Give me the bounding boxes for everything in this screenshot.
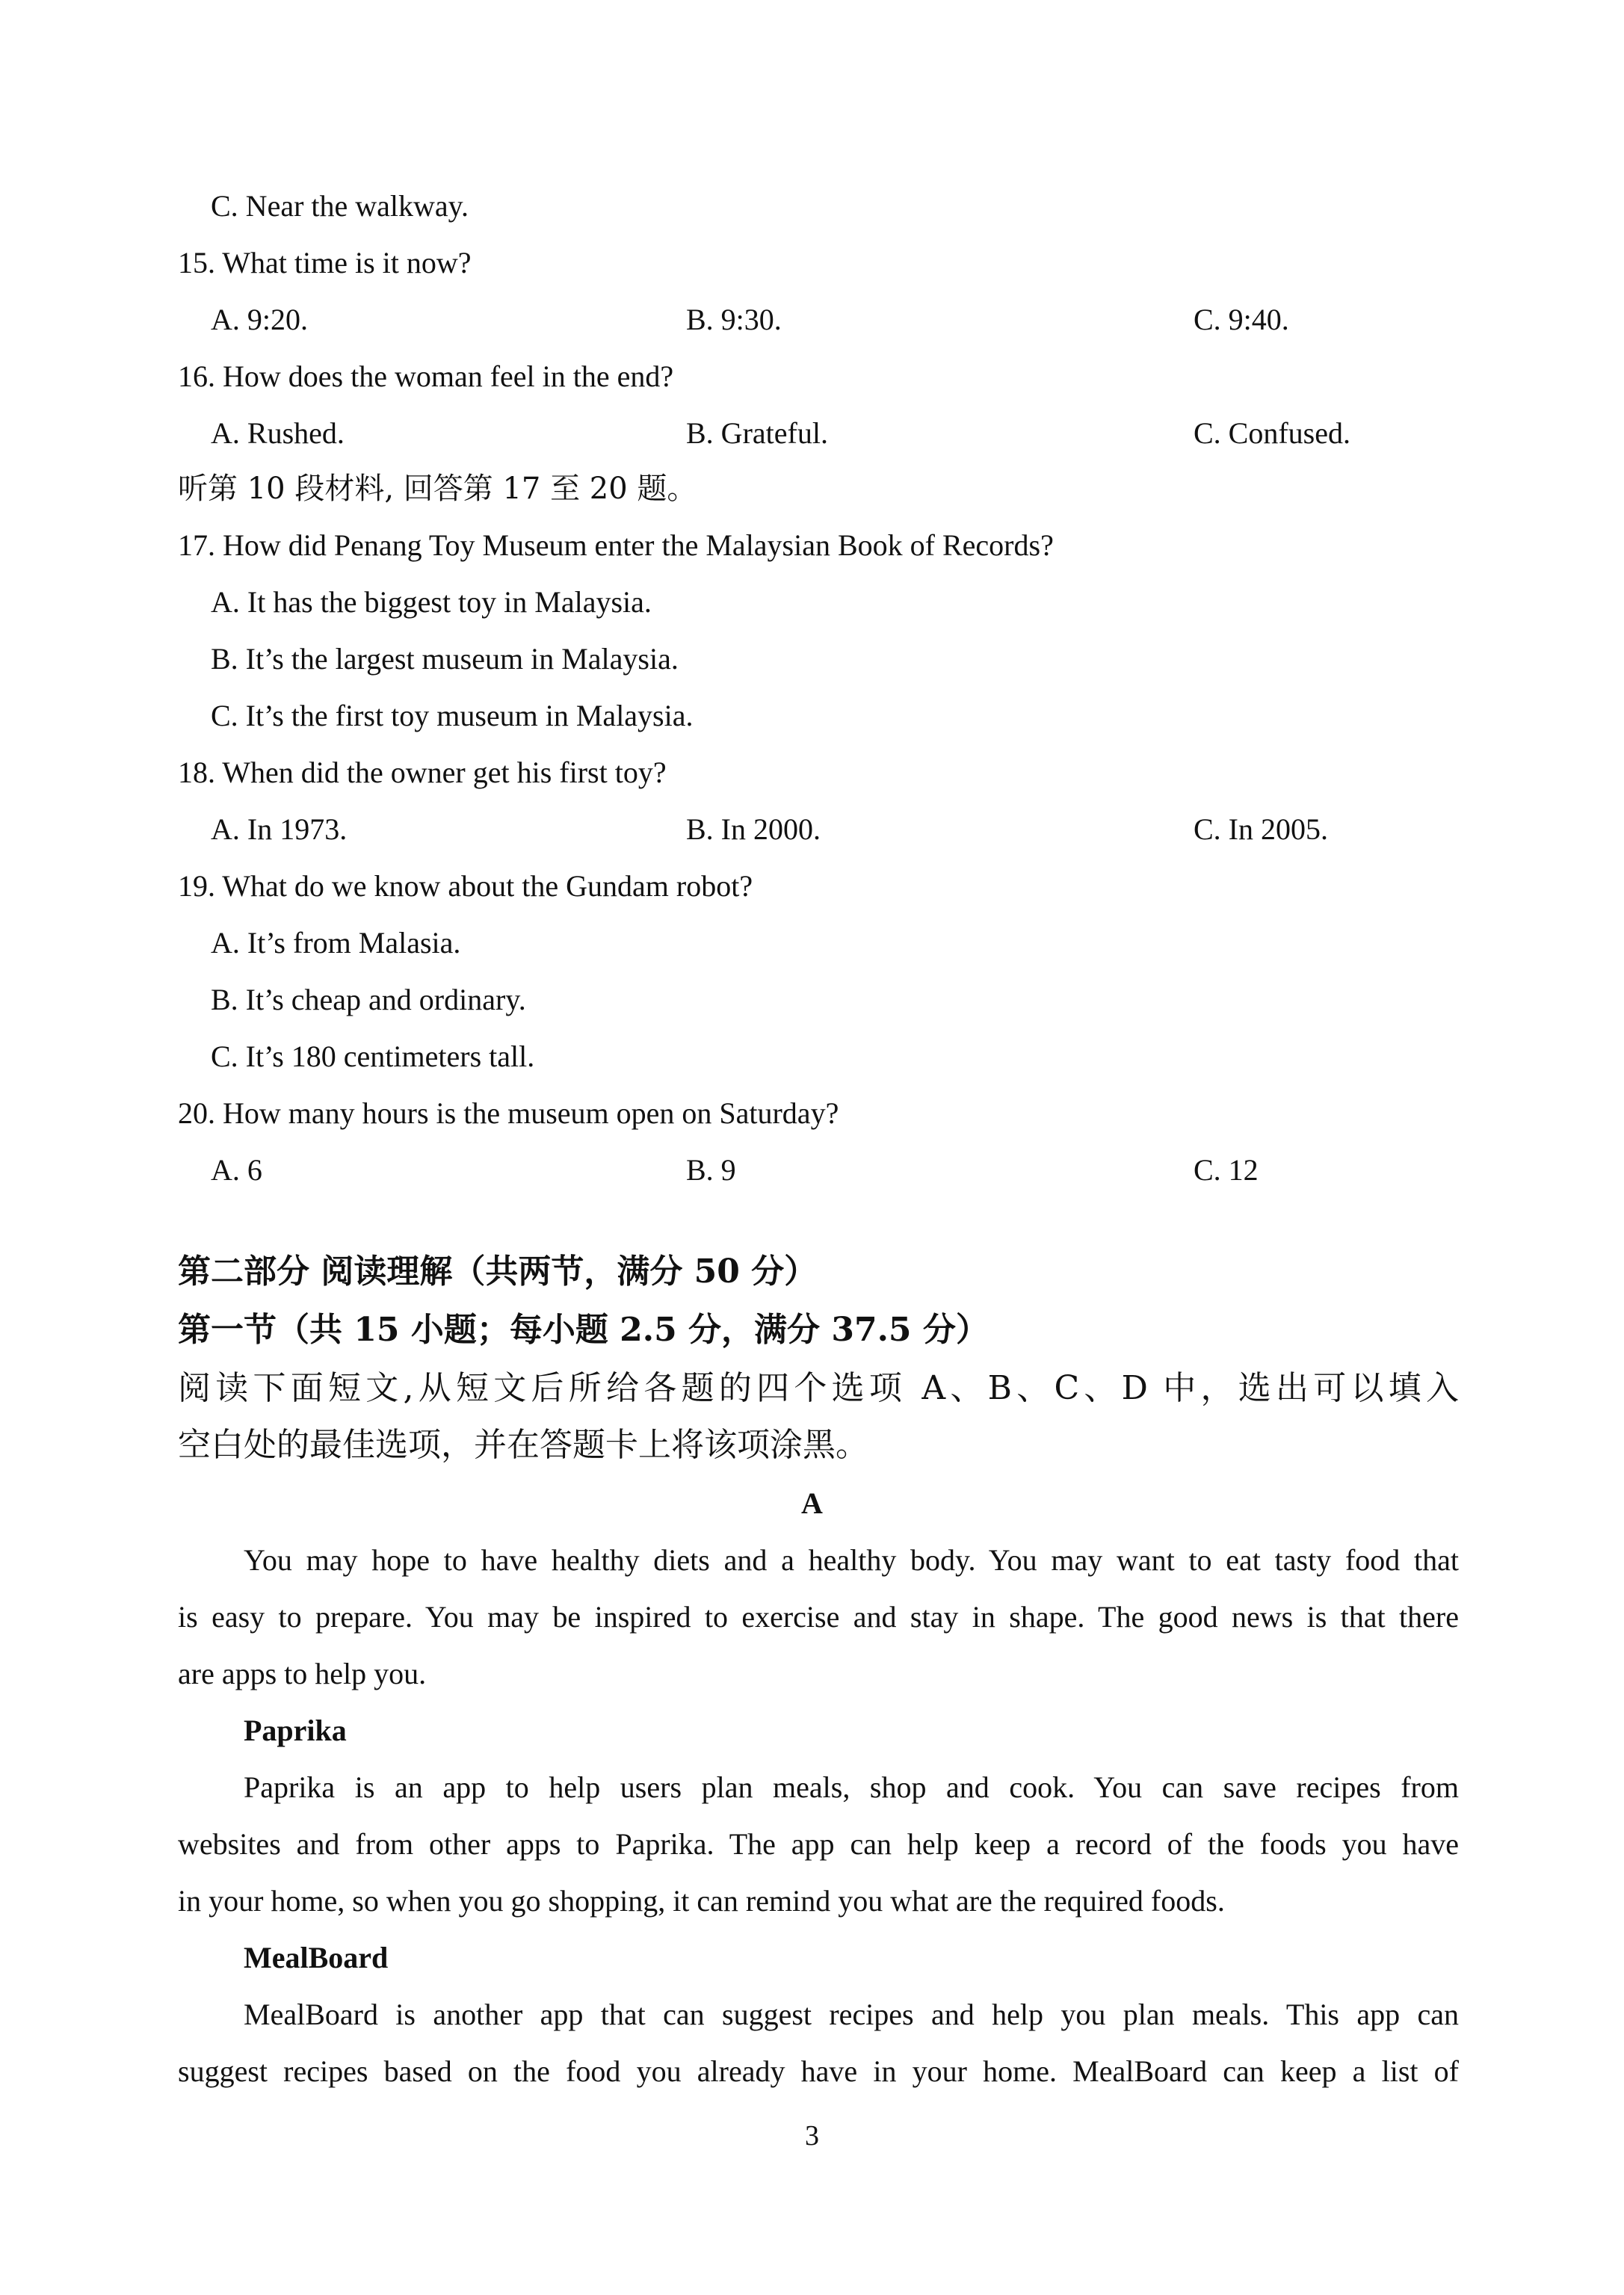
- mealboard-line-1: MealBoard is another app that can suggest recipes and help you plan meals. This app can: [244, 1998, 1459, 2031]
- q20-option-c: C. 12: [1194, 1153, 1259, 1187]
- mealboard-heading: MealBoard: [244, 1941, 389, 1974]
- q14-option-c: C. Near the walkway.: [211, 189, 469, 223]
- q15-option-b: B. 9:30.: [686, 303, 782, 336]
- q18-option-b: B. In 2000.: [686, 812, 821, 846]
- q15-option-c: C. 9:40.: [1194, 303, 1289, 336]
- mealboard-line-2: suggest recipes based on the food you already have in your home. MealBoard can keep a list of: [178, 2054, 1459, 2088]
- section-one-title: 第一节（共 15 小题；每小题 2.5 分，满分 37.5 分）: [178, 1311, 989, 1349]
- instruction-passage-10: 听第 10 段材料, 回答第 17 至 20 题。: [178, 472, 697, 506]
- passage-label: A: [801, 1486, 823, 1520]
- q18-option-c: C. In 2005.: [1194, 812, 1328, 846]
- paprika-heading: Paprika: [244, 1714, 347, 1747]
- q17-option-b: B. It’s the largest museum in Malaysia.: [211, 642, 679, 676]
- q17-question: 17. How did Penang Toy Museum enter the Malaysian Book of Records?: [178, 528, 1054, 562]
- q18-option-a: A. In 1973.: [211, 812, 348, 846]
- intro-line-1: You may hope to have healthy diets and a healthy body. You may want to eat tasty food that: [244, 1543, 1459, 1577]
- paprika-line-3: in your home, so when you go shopping, it can remind you what are the required foods.: [178, 1884, 1225, 1918]
- q20-question: 20. How many hours is the museum open on Saturday?: [178, 1096, 839, 1130]
- q16-option-a: A. Rushed.: [211, 416, 345, 450]
- q18-question: 18. When did the owner get his first toy?: [178, 756, 667, 789]
- paprika-line-1: Paprika is an app to help users plan meals, shop and cook. You can save recipes from: [244, 1770, 1459, 1804]
- reading-instruction-line-2: 空白处的最佳选项，并在答题卡上将该项涂黑。: [178, 1426, 868, 1464]
- intro-line-2: is easy to prepare. You may be inspired to exercise and stay in shape. The good news is that there: [178, 1600, 1459, 1634]
- reading-instruction-line-1: 阅读下面短文,从短文后所给各题的四个选项 A、B、C、D 中，选出可以填入: [178, 1369, 1459, 1407]
- q16-option-c: C. Confused.: [1194, 416, 1350, 450]
- q17-option-c: C. It’s the first toy museum in Malaysia.: [211, 699, 694, 732]
- q16-option-b: B. Grateful.: [686, 416, 828, 450]
- page-number: 3: [805, 2120, 819, 2152]
- intro-line-3: are apps to help you.: [178, 1657, 427, 1690]
- q19-option-c: C. It’s 180 centimeters tall.: [211, 1040, 535, 1073]
- paprika-line-2: websites and from other apps to Paprika. The app can help keep a record of the foods you have: [178, 1827, 1459, 1861]
- q15-question: 15. What time is it now?: [178, 246, 472, 279]
- q20-option-a: A. 6: [211, 1153, 262, 1187]
- q15-option-a: A. 9:20.: [211, 303, 308, 336]
- q19-option-a: A. It’s from Malasia.: [211, 926, 461, 960]
- q19-option-b: B. It’s cheap and ordinary.: [211, 983, 526, 1016]
- q20-option-b: B. 9: [686, 1153, 736, 1187]
- q17-option-a: A. It has the biggest toy in Malaysia.: [211, 585, 652, 619]
- part-two-title: 第二部分 阅读理解（共两节，满分 50 分）: [178, 1252, 818, 1291]
- q16-question: 16. How does the woman feel in the end?: [178, 359, 674, 393]
- q19-question: 19. What do we know about the Gundam robot?: [178, 869, 753, 903]
